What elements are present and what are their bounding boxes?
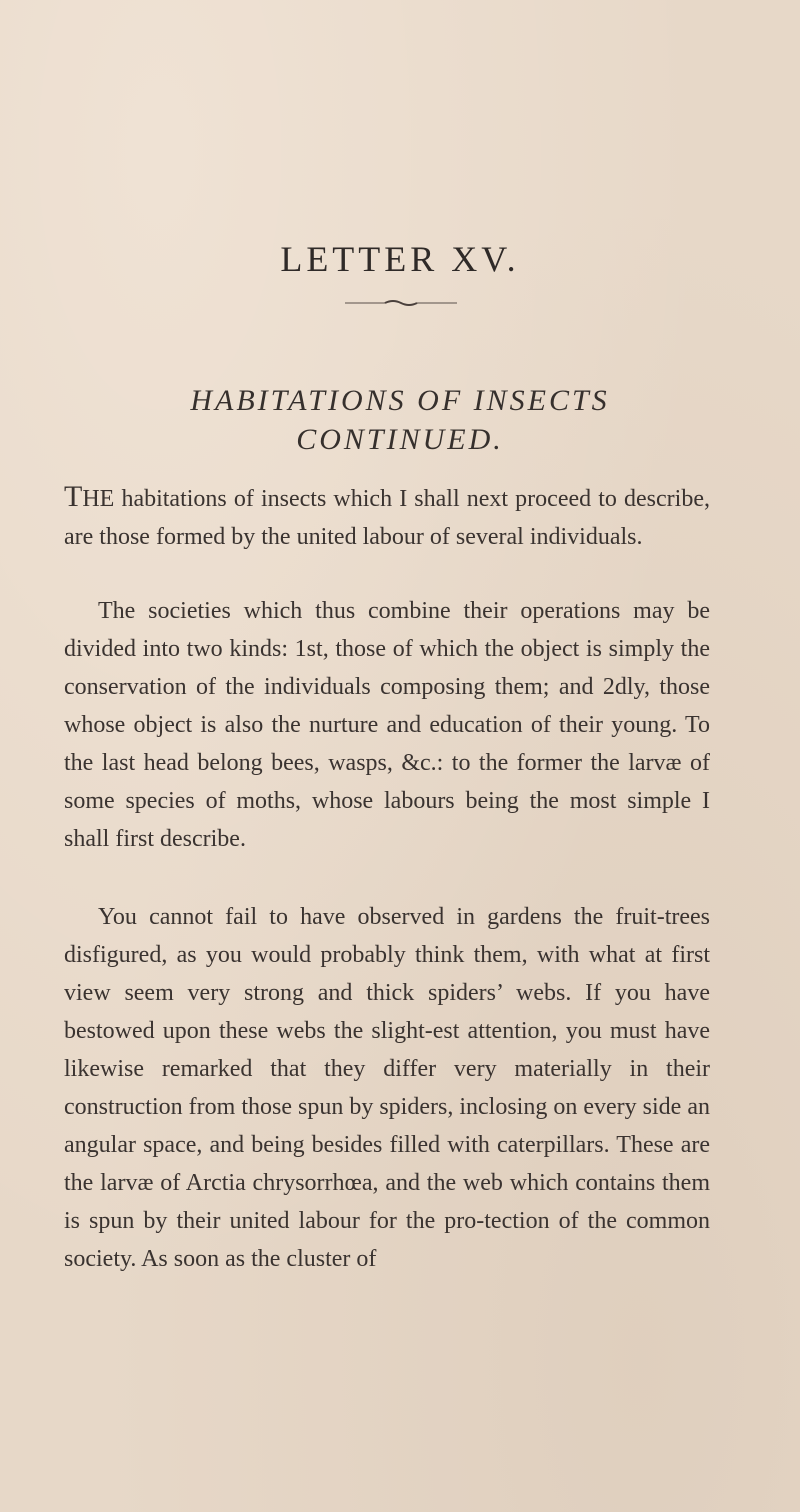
letter-heading: LETTER XV. — [280, 239, 520, 279]
paragraph-2: The societies which thus combine their operations may be divided into two kinds: 1st, those of which the object is simply the conservation of the individuals composing them; and 2dly, those whose object is also the nurture and education of their young. To the last head belong bees, wasps, &c.: to the former the larvæ of some species of moths, whose labours being the most simple I shall first describe. — [64, 598, 710, 852]
chapter-title-line-1: HABITATIONS OF INSECTS — [190, 384, 610, 417]
ornament-rule — [345, 298, 457, 308]
paragraph-1: THE habitations of insects which I shall next proceed to describe, are those formed by the united labour of several individuals. — [64, 480, 710, 550]
chapter-title-line-2: CONTINUED. — [296, 423, 504, 456]
paragraph-3: You cannot fail to have observed in gardens the fruit-trees disfigured, as you would probably think them, with what at first view seem very strong and thick spiders’ webs. If you have bestowed upon these webs the slight-est attention, you must have likewise remarked that they differ very materially in their construction from those spun by spiders, inclosing on every side an angular space, and being besides filled with caterpillars. These are the larvæ of Arctia chrysorrhœa, and the web which contains them is spun by their united labour for the pro-tection of the common society. As soon as the cluster of — [64, 904, 710, 1272]
